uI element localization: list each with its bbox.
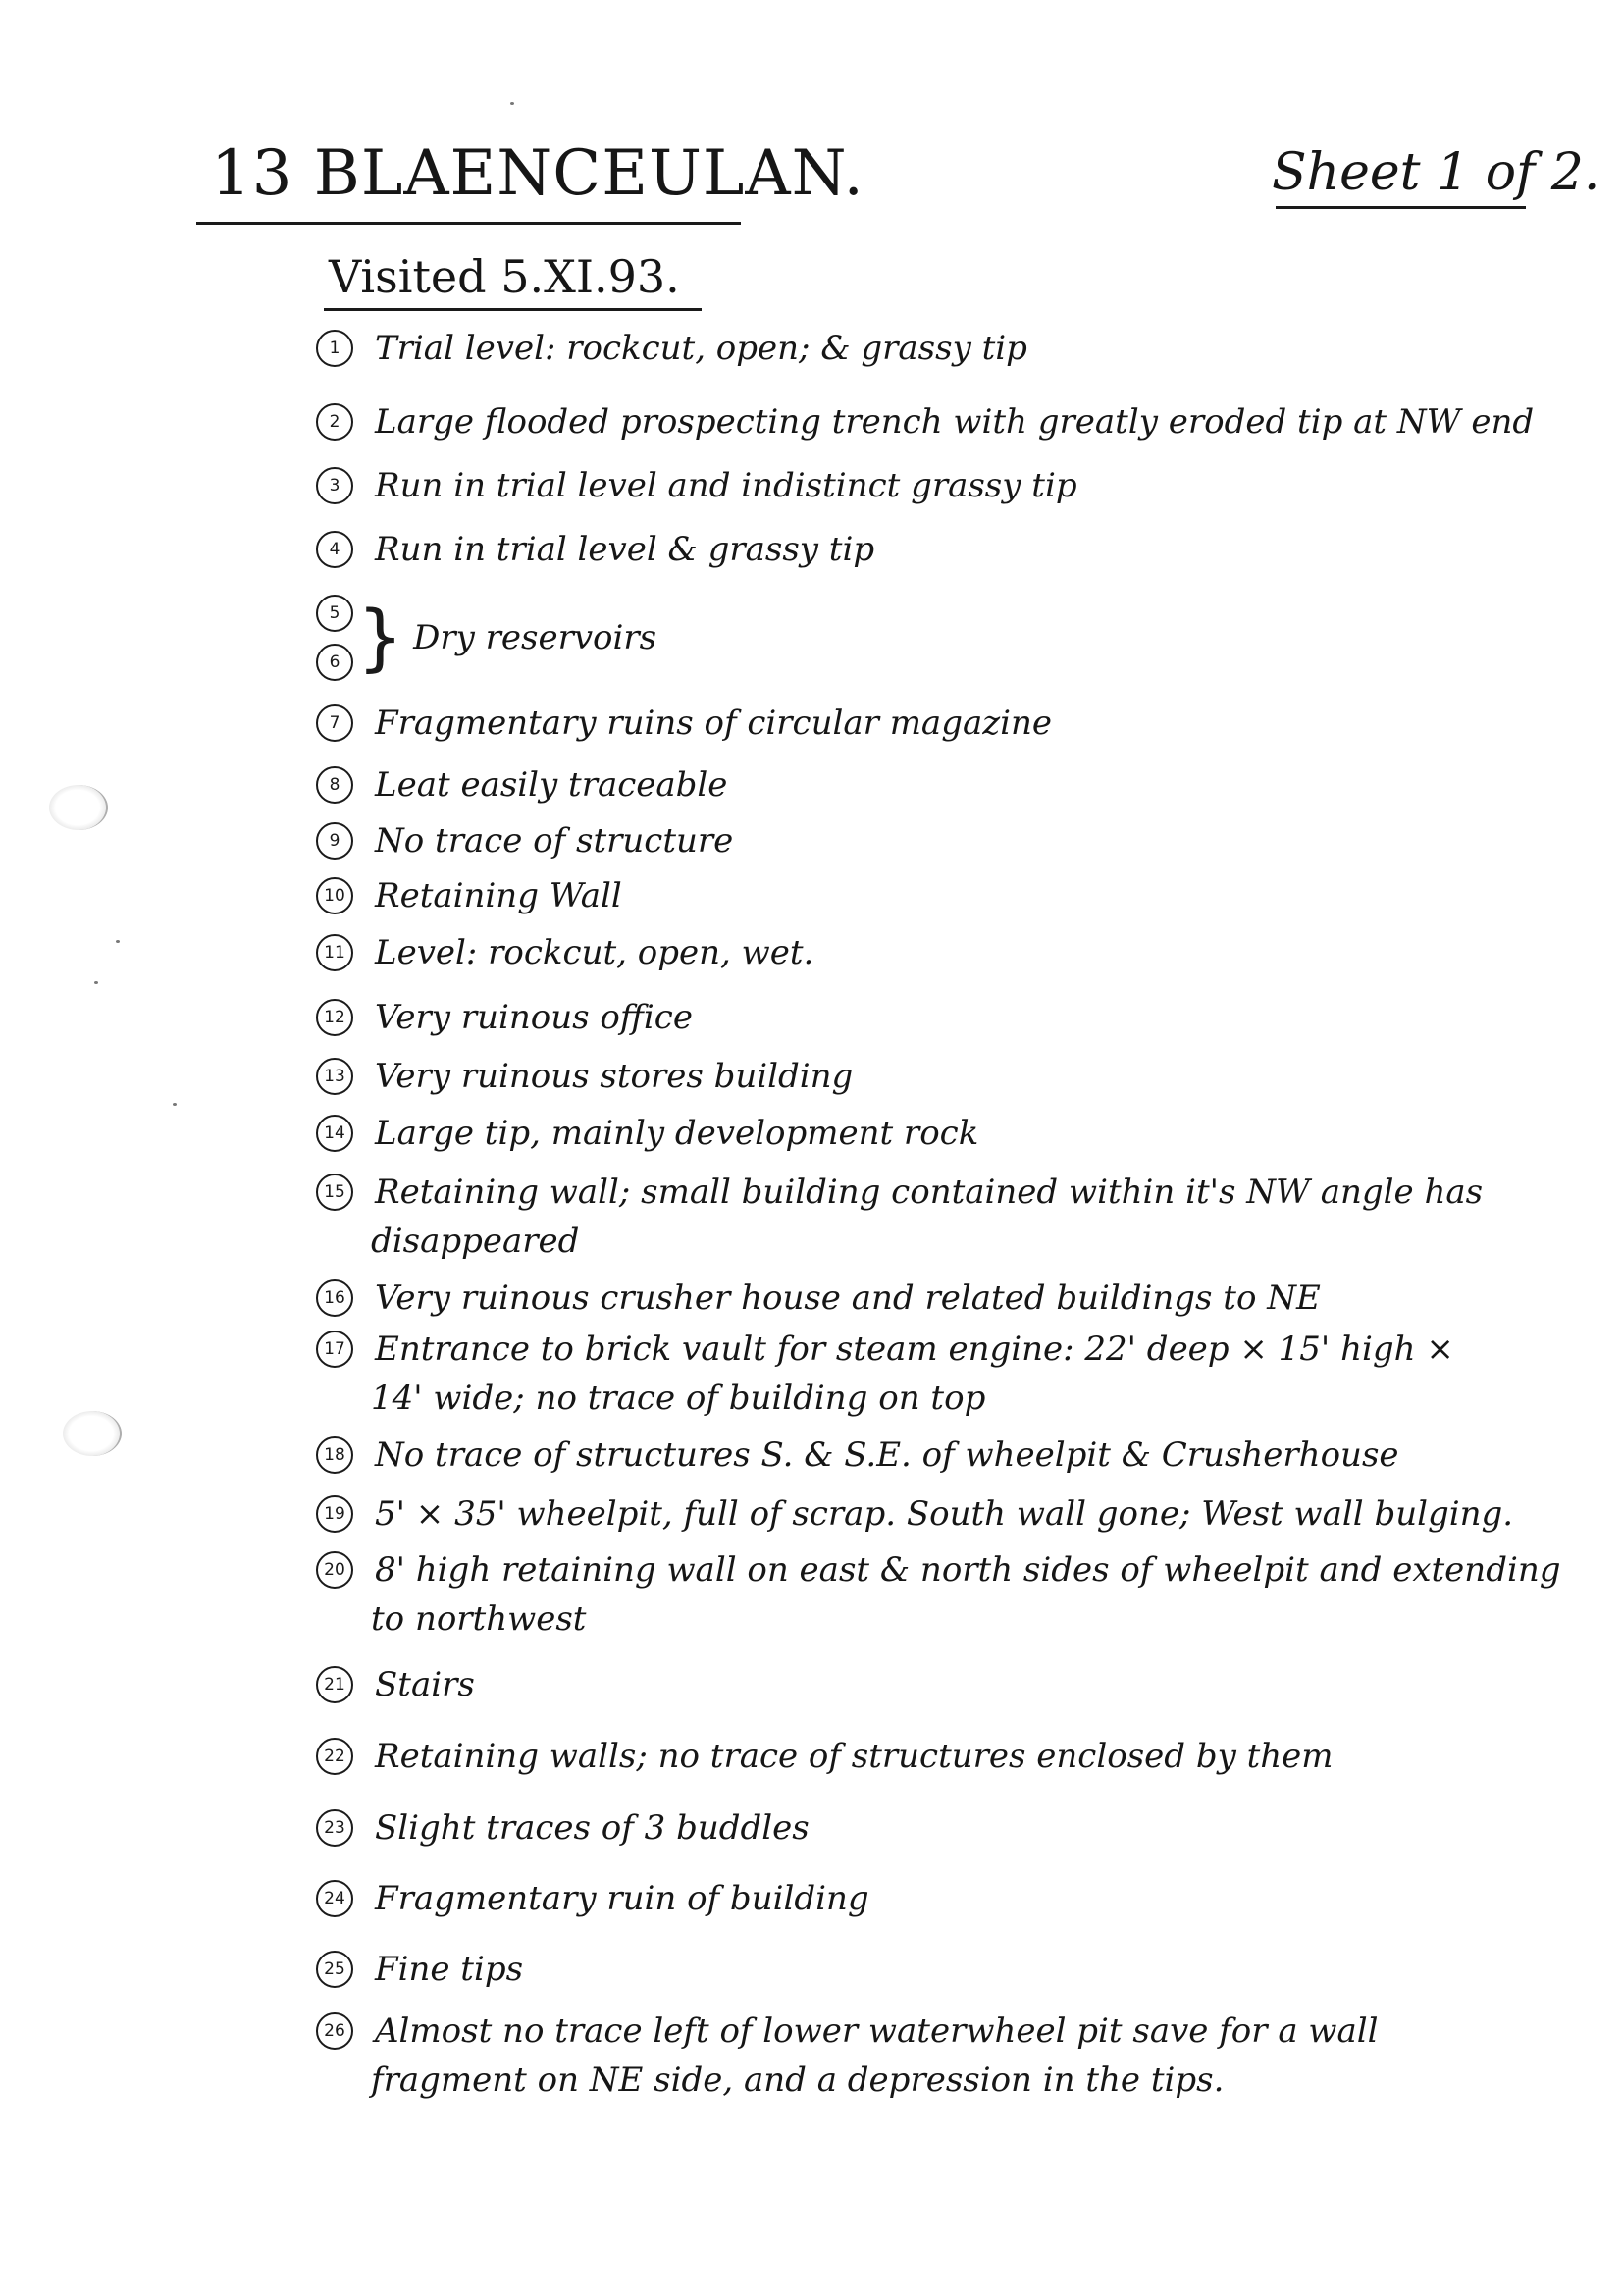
- item-text: No trace of structures S. & S.E. of wheelpit & Crusherhouse: [375, 1435, 1399, 1475]
- list-item: [316, 816, 733, 865]
- item-number: 3: [316, 467, 353, 504]
- item-number: 24: [316, 1880, 353, 1917]
- item-text: Stairs: [375, 1665, 475, 1704]
- item-number: 1: [316, 330, 353, 367]
- list-item: [316, 324, 1027, 373]
- item-text: Level: rockcut, open, wet.: [375, 933, 814, 972]
- list-item: [316, 1803, 810, 1852]
- list-item: [316, 1052, 853, 1101]
- list-item: [316, 1274, 1321, 1323]
- list-item: [316, 1325, 1454, 1423]
- page-title: 13 BLAENCEULAN.: [211, 137, 864, 210]
- item-text: Large flooded prospecting trench with greatly eroded tip at NW end: [375, 402, 1535, 442]
- item-text: Retaining wall; small building contained within it's NW angle has: [375, 1173, 1484, 1212]
- item-text-continued: fragment on NE side, and a depression in the tips.: [371, 2061, 1225, 2100]
- item-text: Fragmentary ruin of building: [375, 1879, 869, 1918]
- item-text: Very ruinous stores building: [375, 1057, 854, 1096]
- speck: [116, 940, 120, 943]
- punch-hole-upper: [49, 785, 108, 830]
- list-item: [316, 525, 874, 574]
- item-text-continued: to northwest: [371, 1599, 587, 1639]
- item-number: 10: [316, 877, 353, 914]
- item-text: Trial level: rockcut, open; & grassy tip: [375, 329, 1027, 368]
- item-number: 22: [316, 1738, 353, 1775]
- list-item: [316, 1168, 1483, 1266]
- item-number: 2: [316, 403, 353, 441]
- item-number: 23: [316, 1809, 353, 1847]
- item-number: 5: [316, 595, 353, 632]
- list-item: [316, 1431, 1399, 1480]
- list-item: [316, 871, 622, 920]
- list-item: [316, 928, 813, 977]
- title-underline: [196, 222, 741, 225]
- item-text: Run in trial level and indistinct grassy tip: [375, 466, 1077, 505]
- speck: [510, 102, 514, 105]
- brace-icon: }: [357, 596, 404, 680]
- list-item: [316, 1874, 869, 1923]
- list-item: [316, 699, 1052, 748]
- item-number: 13: [316, 1058, 353, 1095]
- list-item: [316, 1945, 523, 1994]
- item-number: 11: [316, 934, 353, 971]
- item-text: Dry reservoirs: [413, 618, 657, 657]
- item-text: Leat easily traceable: [375, 765, 728, 805]
- item-text-continued: 14' wide; no trace of building on top: [371, 1379, 986, 1418]
- item-text: Fragmentary ruins of circular magazine: [375, 704, 1053, 743]
- item-text: Fine tips: [375, 1950, 524, 1989]
- item-number: 19: [316, 1495, 353, 1533]
- item-number: 7: [316, 704, 353, 742]
- item-number: 25: [316, 1951, 353, 1988]
- item-text: Slight traces of 3 buddles: [375, 1808, 810, 1848]
- item-number: 12: [316, 999, 353, 1036]
- item-text: Run in trial level & grassy tip: [375, 530, 875, 569]
- item-number: 8: [316, 766, 353, 804]
- list-item: [316, 1732, 1334, 1781]
- list-item: [316, 1109, 978, 1158]
- item-number: 15: [316, 1174, 353, 1211]
- item-text: Very ruinous office: [375, 998, 693, 1037]
- speck: [173, 1103, 177, 1106]
- item-number: 4: [316, 531, 353, 568]
- item-number: 18: [316, 1436, 353, 1474]
- item-number: 17: [316, 1331, 353, 1368]
- item-text: 8' high retaining wall on east & north sides of wheelpit and extending: [375, 1550, 1561, 1590]
- item-number: 26: [316, 2012, 353, 2050]
- visited-date: Visited 5.XI.93.: [329, 250, 680, 303]
- list-item: [316, 2007, 1379, 2105]
- item-number: 20: [316, 1551, 353, 1589]
- item-text: 5' × 35' wheelpit, full of scrap. South wall gone; West wall bulging.: [375, 1494, 1514, 1534]
- item-text: Entrance to brick vault for steam engine: 22' deep × 15' high ×: [375, 1330, 1454, 1369]
- punch-hole-lower: [63, 1411, 122, 1456]
- speck: [94, 981, 98, 984]
- sheet-underline: [1276, 206, 1526, 209]
- list-item: [316, 760, 727, 809]
- item-text: Very ruinous crusher house and related buildings to NE: [375, 1278, 1321, 1318]
- list-item-pair: [316, 595, 656, 681]
- item-text: Large tip, mainly development rock: [375, 1114, 979, 1153]
- list-item: [316, 397, 1534, 446]
- visited-underline: [324, 308, 702, 311]
- list-item: [316, 461, 1077, 510]
- list-item: [316, 993, 693, 1042]
- list-item: [316, 1545, 1561, 1644]
- list-item: [316, 1660, 475, 1709]
- item-text-continued: disappeared: [371, 1222, 580, 1261]
- item-number: 21: [316, 1666, 353, 1703]
- item-text: No trace of structure: [375, 821, 734, 861]
- item-number: 14: [316, 1115, 353, 1152]
- item-text: Retaining Wall: [375, 876, 622, 915]
- item-text: Retaining walls; no trace of structures enclosed by them: [375, 1737, 1334, 1776]
- item-number: 9: [316, 822, 353, 860]
- item-text: Almost no trace left of lower waterwheel pit save for a wall: [375, 2011, 1379, 2051]
- sheet-number: Sheet 1 of 2.: [1272, 143, 1600, 202]
- item-number: 6: [316, 644, 353, 681]
- list-item: [316, 1489, 1513, 1539]
- item-number: 16: [316, 1279, 353, 1317]
